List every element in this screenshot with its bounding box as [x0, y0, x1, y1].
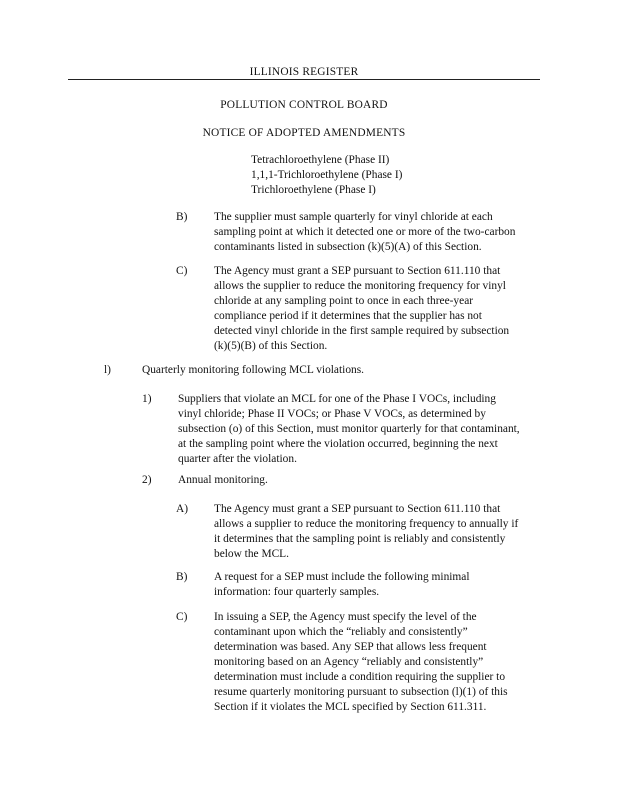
subsection-label-l2: 2)	[142, 474, 152, 486]
text-line: The Agency must grant a SEP pursuant to Section 611.110 that	[214, 265, 501, 277]
text-line: it determines that the sampling point is reliably and consistently	[214, 533, 506, 545]
text-line: chloride at any sampling point to once in each three-year	[214, 295, 474, 307]
text-line: In issuing a SEP, the Agency must specify the level of the	[214, 611, 477, 623]
text-line: allows the supplier to reduce the monitoring frequency for vinyl	[214, 280, 506, 292]
text-line: allows a supplier to reduce the monitoring frequency to annually if	[214, 518, 519, 530]
text-line: The Agency must grant a SEP pursuant to Section 611.110 that	[214, 503, 501, 515]
contaminant-item: Trichloroethylene (Phase I)	[251, 184, 376, 196]
subsection-label-l2c: C)	[176, 611, 188, 623]
text-line: A request for a SEP must include the following minimal	[214, 571, 470, 583]
contaminant-item: 1,1,1-Trichloroethylene (Phase I)	[251, 169, 403, 181]
subsection-l2c-text	[214, 610, 508, 715]
subsection-label-k5b: B)	[176, 211, 188, 223]
register-header: ILLINOIS REGISTER	[68, 65, 540, 80]
subsection-k5b-text	[214, 210, 515, 255]
text-line: contaminant upon which the “reliably and consistently”	[214, 626, 468, 638]
subsection-label-k5c: C)	[176, 265, 188, 277]
board-title: POLLUTION CONTROL BOARD	[220, 99, 388, 111]
text-line: resume quarterly monitoring pursuant to subsection (l)(1) of this	[214, 686, 508, 698]
subsection-l2b-text	[214, 570, 470, 600]
subsection-l-heading: Quarterly monitoring following MCL violations.	[142, 364, 364, 376]
subsection-label-l: l)	[104, 364, 111, 376]
contaminant-item: Tetrachloroethylene (Phase II)	[251, 154, 390, 166]
text-line: information: four quarterly samples.	[214, 586, 380, 598]
subsection-l2a-text	[214, 502, 518, 562]
text-line: sampling point at which it detected one or more of the two-carbon	[214, 226, 516, 238]
subsection-l2-heading: Annual monitoring.	[178, 474, 268, 486]
subsection-l1-text	[178, 392, 520, 467]
text-line: determination was based. Any SEP that allows less frequent	[214, 641, 487, 653]
text-line: detected vinyl chloride in the first sample required by subsection	[214, 325, 510, 337]
subsection-label-l2b: B)	[176, 571, 188, 583]
text-line: quarter after the violation.	[178, 453, 297, 465]
subsection-label-l1: 1)	[142, 393, 152, 405]
text-line: determination must include a condition requiring the supplier to	[214, 671, 506, 683]
text-line: (k)(5)(B) of this Section.	[214, 340, 328, 352]
text-line: Section if it violates the MCL specified by Section 611.311.	[214, 701, 487, 713]
text-line: compliance period if it determines that the supplier has not	[214, 310, 482, 322]
notice-title: NOTICE OF ADOPTED AMENDMENTS	[202, 127, 406, 139]
text-line: subsection (o) of this Section, must monitor quarterly for that contaminant,	[178, 423, 520, 435]
text-line: The supplier must sample quarterly for vinyl chloride at each	[214, 211, 493, 223]
contaminant-list	[251, 153, 402, 198]
text-line: vinyl chloride; Phase II VOCs; or Phase V VOCs, as determined by	[178, 408, 486, 420]
text-line: below the MCL.	[214, 548, 289, 560]
text-line: at the sampling point where the violation occurred, beginning the next	[178, 438, 498, 450]
subsection-label-l2a: A)	[176, 503, 189, 515]
subsection-k5c-text	[214, 264, 509, 354]
text-line: Suppliers that violate an MCL for one of the Phase I VOCs, including	[178, 393, 496, 405]
text-line: contaminants listed in subsection (k)(5)(A) of this Section.	[214, 241, 482, 253]
text-line: monitoring based on an Agency “reliably and consistently”	[214, 656, 484, 668]
